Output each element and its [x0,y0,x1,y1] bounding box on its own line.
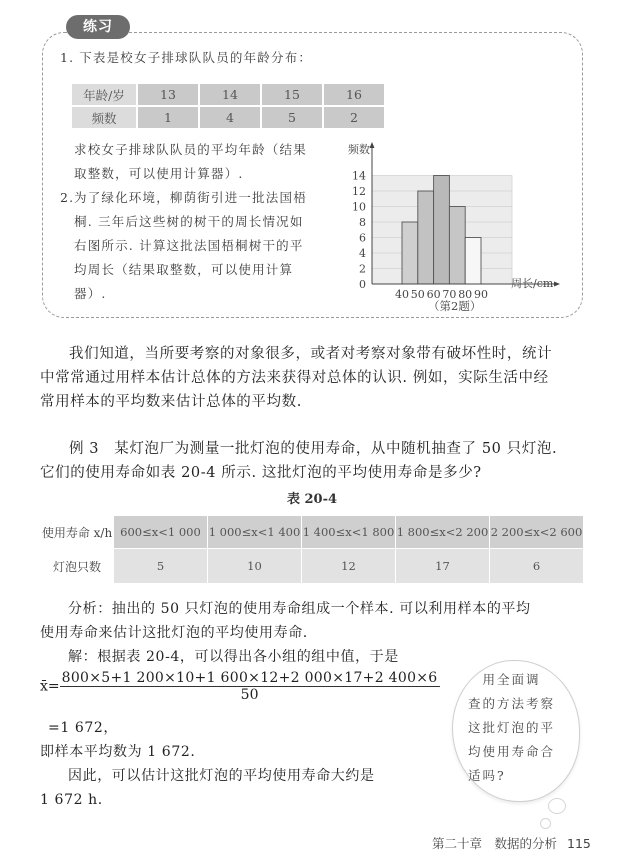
row-header-count: 灯泡只数 [41,549,113,583]
example-line: 它们的使用寿命如表 20-4 所示. 这批灯泡的平均使用寿命是多少? [40,465,482,481]
q1-followup-line: 求校女子排球队队员的平均年龄（结果 [74,142,307,157]
svg-text:2: 2 [359,262,366,276]
frequency-cell: 2 [324,107,384,128]
frequency-cell: 1 [138,107,198,128]
q2-line: 右图所示. 计算这批法国梧桐树干的平 [74,238,304,253]
table-row [41,549,583,583]
bubble-line: 查的方法考察 [468,696,556,711]
count-cell: 17 [396,549,489,583]
conclusion-line: 1 672 h. [40,792,103,808]
table-row [72,107,384,128]
age-distribution-table [70,82,386,130]
svg-text:12: 12 [352,185,366,198]
formula-fraction [60,670,440,703]
page-footer [432,834,591,852]
age-cell: 13 [138,84,198,105]
range-cell: 1 400≤x<1 800 [302,516,395,548]
range-cell: 2 200≤x<2 600 [490,516,583,548]
example-3-prompt [40,437,588,485]
svg-text:60: 60 [426,288,441,301]
age-cell: 15 [262,84,322,105]
bubble-dot [540,818,551,829]
q1-followup-line: 取整数，可以使用计算器）. [74,166,244,181]
svg-text:80: 80 [458,288,473,301]
intro-line: 中常常通过用样本估计总体的方法来获得对总体的认识. 例如，实际生活中经 [40,370,549,386]
q2-prompt [60,186,307,306]
svg-text:10: 10 [352,200,366,214]
bulb-lifetime-table [40,515,584,584]
bubble-line: 适吗? [468,768,506,783]
bubble-line: 用全面调 [468,672,541,687]
formula-lhs: x̄= [40,678,60,695]
q1-prompt [60,46,312,70]
svg-text:90: 90 [474,288,488,301]
bubble-line: 均使用寿命合 [468,744,556,759]
exercise-tag: 练习 [66,15,130,39]
count-cell: 12 [302,549,395,583]
table-title: 表 20-4 [286,492,338,507]
svg-text:0: 0 [359,278,366,291]
count-cell: 6 [490,549,583,583]
intro-line: 常用样本的平均数来估计总体的平均数. [40,394,302,410]
bubble-line: 这批灯泡的平 [468,720,556,735]
bubble-dot [548,798,566,814]
row-header-lifetime: 使用寿命 x/h [41,516,113,548]
chapter-title: 第二十章 数据的分析 [432,836,558,851]
q2-line: 器）. [74,286,107,301]
svg-text:40: 40 [395,288,409,301]
q2-number: 2. [60,190,75,205]
count-cell: 10 [208,549,301,583]
conclusion-line: 因此，可以估计这批灯泡的平均使用寿命大约是 [68,768,375,784]
table-row [72,84,384,105]
q1-text: 下表是校女子排球队队员的年龄分布： [79,50,313,65]
q1-followup [74,138,307,186]
formula-denominator: 50 [240,687,259,703]
sample-mean-line: 即样本平均数为 1 672. [40,744,196,760]
formula-numerator: 800×5+1 200×10+1 600×12+2 000×17+2 400×6 [61,670,438,686]
age-cell: 14 [200,84,260,105]
solution-intro: 解：根据表 20-4，可以得出各小组的组中值，于是 [68,649,399,665]
x-axis-label: 周长/cm [511,277,554,290]
q2-line: 均周长（结果取整数，可以使用计算 [74,262,294,277]
svg-text:6: 6 [359,231,366,245]
analysis-paragraph [40,597,588,669]
page-number: 115 [567,836,591,851]
svg-text:70: 70 [442,288,457,301]
figure-caption: （第2题） [428,299,482,313]
row-header-age: 年龄/岁 [72,84,136,105]
svg-text:14: 14 [352,169,366,183]
example-line: 例 3 某灯泡厂为测量一批灯泡的使用寿命，从中随机抽查了 50 只灯泡. [69,441,558,457]
svg-text:50: 50 [410,288,425,301]
age-cell: 16 [324,84,384,105]
intro-line: 我们知道，当所要考察的对象很多，或者对考察对象带有破坏性时，统计 [69,346,553,362]
range-cell: 1 800≤x<2 200 [396,516,489,548]
frequency-cell: 4 [200,107,260,128]
result-line: =1 672， [48,720,119,736]
analysis-line: 分析：抽出的 50 只灯泡的使用寿命组成一个样本. 可以利用样本的平均 [68,601,531,617]
range-cell: 1 000≤x<1 400 [208,516,301,548]
frequency-cell: 5 [262,107,322,128]
row-header-frequency: 频数 [72,107,136,128]
intro-paragraph [40,342,588,414]
table-row [41,516,583,548]
range-cell: 600≤x<1 000 [114,516,207,548]
mean-formula [40,670,440,703]
analysis-line: 使用寿命来估计这批灯泡的平均使用寿命. [40,625,308,641]
y-axis-label: 频数 [348,143,370,156]
thought-bubble-text [468,668,568,788]
count-cell: 5 [114,549,207,583]
q2-line: 为了绿化环境，柳荫街引进一批法国梧 [74,190,307,205]
q1-number: 1. [60,50,75,65]
svg-text:4: 4 [359,247,366,260]
tree-circumference-histogram [340,138,580,316]
q2-line: 桐. 三年后这些树的树干的周长情况如 [74,214,304,229]
svg-text:8: 8 [359,216,366,229]
